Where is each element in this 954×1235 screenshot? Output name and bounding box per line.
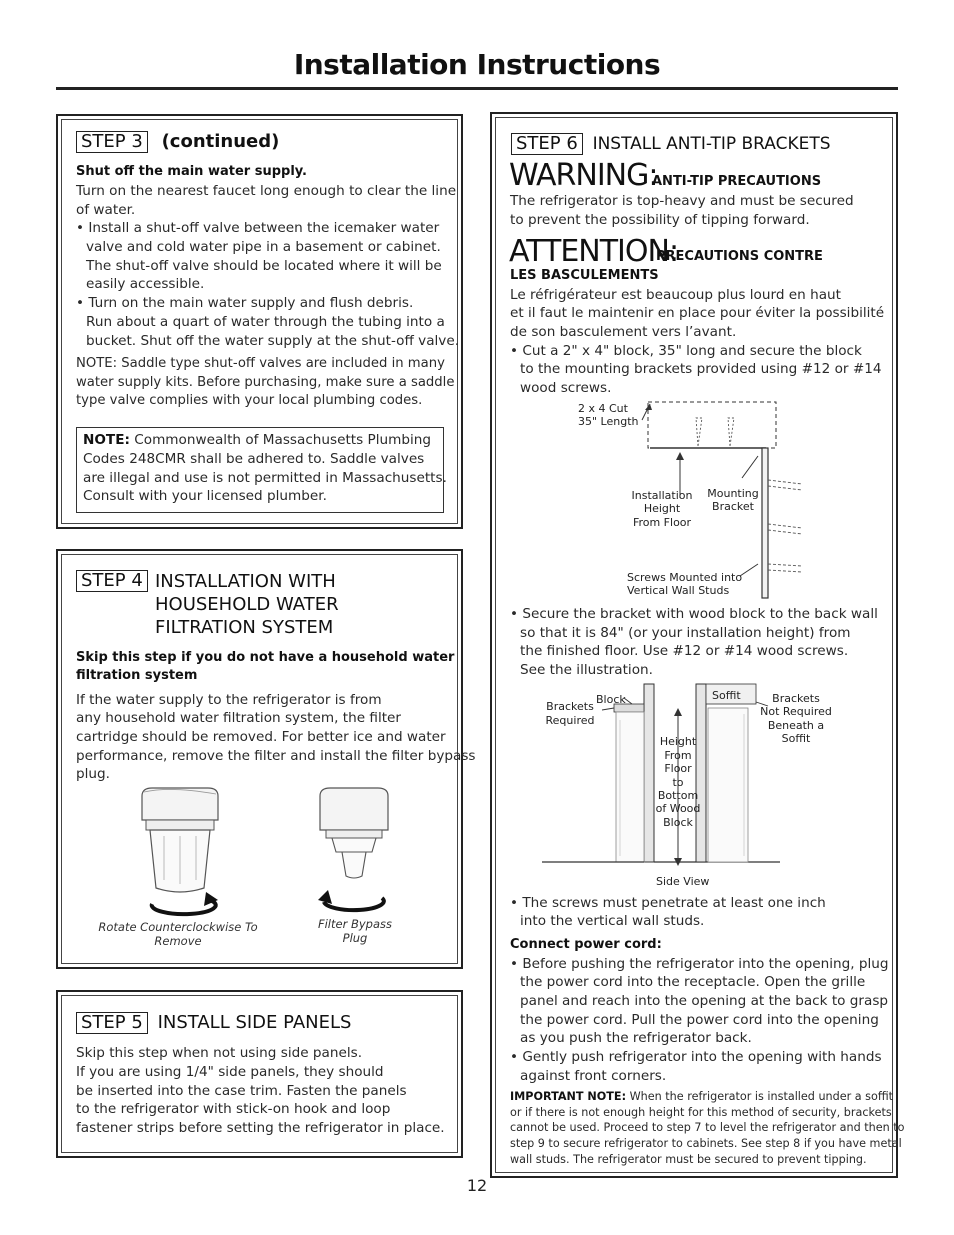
mass-note-line-2: are illegal and use is not permitted in Massachusetts. <box>83 470 447 486</box>
mass-note-line-3: Consult with your licensed plumber. <box>83 488 327 504</box>
not-required-1: Not Required <box>760 705 832 718</box>
power-line-1: the power cord into the receptacle. Open the grille <box>520 974 866 990</box>
block-label: Block <box>596 693 626 706</box>
bullet3-line-1: into the vertical wall studs. <box>520 913 705 929</box>
step4-line-2: cartridge should be removed. For better ice and water <box>76 729 446 745</box>
side-height-5: of Wood <box>655 802 701 815</box>
step5-heading-text: INSTALL SIDE PANELS <box>157 1012 352 1033</box>
cut-label-0: 2 x 4 Cut <box>578 402 628 415</box>
step4-skip-1: filtration system <box>76 668 198 683</box>
not-required-3: Soffit <box>781 732 811 745</box>
caption-right-1: Plug <box>342 931 368 945</box>
bypass-plug-illustration <box>312 784 402 916</box>
step5-line-2: be inserted into the case trim. Fasten the panels <box>76 1083 407 1099</box>
not-required-2: Beneath a <box>767 719 825 732</box>
step3-shutoff-heading: Shut off the main water supply. <box>76 164 307 179</box>
important-line-3: step 9 to secure refrigerator to cabinets. See step 8 if you have metal <box>510 1137 902 1150</box>
mass-note-line-1: Codes 248CMR shall be adhered to. Saddle valves <box>83 451 425 467</box>
brackets-required-1: Required <box>545 714 595 727</box>
step3-line-7: Run about a quart of water through the tubing into a <box>86 314 445 330</box>
power-line-2: panel and reach into the opening at the back to grasp <box>520 993 889 1009</box>
screws-label-1: Vertical Wall Studs <box>627 584 730 597</box>
step3-line-6: • Turn on the main water supply and flush debris. <box>76 295 414 311</box>
important-text-0: When the refrigerator is installed under a soffit <box>626 1090 894 1103</box>
bracket-label-1: Bracket <box>712 500 754 513</box>
attention-line-2: de son basculement vers l’avant. <box>510 324 737 340</box>
step3-line-4: The shut-off valve should be located where it will be <box>86 258 442 274</box>
power-heading: Connect power cord: <box>510 937 662 952</box>
brackets-required-0: Brackets <box>546 700 594 713</box>
soffit-label: Soffit <box>712 689 741 702</box>
bracket-label-0: Mounting <box>707 487 759 500</box>
attention-line-1: et il faut le maintenir en place pour éviter la possibilité <box>510 305 885 321</box>
step3-line-5: easily accessible. <box>86 276 205 292</box>
filter-cartridge-illustration <box>130 784 230 920</box>
attention-subtitle-2: LES BASCULEMENTS <box>510 268 659 283</box>
screws-label-0: Screws Mounted into <box>627 571 743 584</box>
side-height-4: Bottom <box>657 789 699 802</box>
warning-line-1: to prevent the possibility of tipping forward. <box>510 212 810 228</box>
step4-heading-0: INSTALLATION WITH <box>155 571 336 592</box>
important-line-2: cannot be used. Proceed to step 7 to level the refrigerator and then to <box>510 1121 905 1134</box>
step3-note-1: water supply kits. Before purchasing, make sure a saddle <box>76 375 455 390</box>
step4-line-3: performance, remove the filter and install the filter bypass <box>76 748 476 764</box>
height-label-0: Installation <box>631 489 693 502</box>
title-rule <box>56 87 898 90</box>
bullet2-line-3: See the illustration. <box>520 662 653 678</box>
step5-line-3: to the refrigerator with stick-on hook and loop <box>76 1101 391 1117</box>
important-label: IMPORTANT NOTE: <box>510 1090 627 1103</box>
mass-note-label: NOTE: <box>83 432 130 448</box>
mass-note-text-0: Commonwealth of Massachusetts Plumbing <box>129 432 432 448</box>
side-height-3: to <box>672 776 684 789</box>
step4-line-0: If the water supply to the refrigerator is from <box>76 692 382 708</box>
page-number: 12 <box>466 1176 488 1195</box>
bullet1-line-1: to the mounting brackets provided using #12 or #14 <box>520 361 882 377</box>
warning-line-0: The refrigerator is top-heavy and must be secured <box>510 193 854 209</box>
step3-heading <box>76 131 279 153</box>
side-height-1: From <box>664 749 692 762</box>
side-view-label: Side View <box>656 875 710 888</box>
side-height-2: Floor <box>664 762 692 775</box>
step3-line-2: • Install a shut-off valve between the icemaker water <box>76 220 440 236</box>
step4-line-1: any household water filtration system, the filter <box>76 710 402 726</box>
not-required-0: Brackets <box>772 692 820 705</box>
power-line-5: • Gently push refrigerator into the opening with hands <box>510 1049 882 1065</box>
step5-line-0: Skip this step when not using side panels. <box>76 1045 363 1061</box>
power-line-3: the power cord. Pull the power cord into the opening <box>520 1012 879 1028</box>
step4-tag-wrap <box>76 570 148 592</box>
bullet2-line-1: so that it is 84" (or your installation height) from <box>520 625 851 641</box>
step4-tag: STEP 4 <box>76 570 148 592</box>
step3-heading-text: (continued) <box>161 131 280 152</box>
step3-tag: STEP 3 <box>76 131 148 153</box>
height-label-2: From Floor <box>632 516 692 529</box>
bullet2-line-2: the finished floor. Use #12 or #14 wood screws. <box>520 643 849 659</box>
step5-heading <box>76 1012 351 1034</box>
step3-note-0: NOTE: Saddle type shut-off valves are included in many <box>76 356 445 371</box>
step3-line-3: valve and cold water pipe in a basement or cabinet. <box>86 239 441 255</box>
step4-line-4: plug. <box>76 766 110 782</box>
important-line-0 <box>510 1089 893 1105</box>
step5-line-1: If you are using 1/4" side panels, they should <box>76 1064 384 1080</box>
cut-label-1: 35" Length <box>578 415 639 428</box>
warning-title: WARNING: <box>509 158 658 193</box>
step6-tag: STEP 6 <box>511 133 583 155</box>
mass-note-line-0 <box>83 431 431 450</box>
bullet1-line-2: wood screws. <box>520 380 612 396</box>
attention-line-0: Le réfrigérateur est beaucoup plus lourd en haut <box>510 287 841 303</box>
important-line-4: wall studs. The refrigerator must be secured to prevent tipping. <box>510 1153 867 1166</box>
step4-heading-2: FILTRATION SYSTEM <box>155 617 334 638</box>
bullet1-line-0: • Cut a 2" x 4" block, 35" long and secure the block <box>510 343 862 359</box>
step6-heading <box>511 133 831 155</box>
bullet2-line-0: • Secure the bracket with wood block to the back wall <box>510 606 878 622</box>
step3-line-1: of water. <box>76 202 136 218</box>
side-height-6: Block <box>663 816 693 829</box>
warning-subtitle: ANTI-TIP PRECAUTIONS <box>652 174 822 189</box>
attention-title: ATTENTION: <box>509 234 679 269</box>
caption-left-1: Remove <box>154 934 202 948</box>
page-title: Installation Instructions <box>293 48 661 81</box>
bullet3-line-0: • The screws must penetrate at least one inch <box>510 895 826 911</box>
step4-skip-0: Skip this step if you do not have a household water <box>76 650 455 665</box>
power-line-0: • Before pushing the refrigerator into the opening, plug <box>510 956 889 972</box>
step4-heading-1: HOUSEHOLD WATER <box>155 594 339 615</box>
power-line-4: as you push the refrigerator back. <box>520 1030 752 1046</box>
attention-subtitle-1: PRECAUTIONS CONTRE <box>656 249 823 264</box>
caption-left-0: Rotate Counterclockwise To <box>98 920 258 934</box>
important-line-1: or if there is not enough height for this method of security, brackets <box>510 1106 892 1119</box>
step6-heading-text: INSTALL ANTI-TIP BRACKETS <box>592 134 831 154</box>
step3-line-8: bucket. Shut off the water supply at the shut-off valve. <box>86 333 460 349</box>
power-line-6: against front corners. <box>520 1068 667 1084</box>
side-height-0: Height <box>659 735 697 748</box>
step5-tag: STEP 5 <box>76 1012 148 1034</box>
step5-line-4: fastener strips before setting the refrigerator in place. <box>76 1120 445 1136</box>
caption-right-0: Filter Bypass <box>318 917 392 931</box>
step3-note-2: type valve complies with your local plumbing codes. <box>76 393 423 408</box>
step3-line-0: Turn on the nearest faucet long enough to clear the line <box>76 183 457 199</box>
height-label-1: Height <box>643 502 681 515</box>
